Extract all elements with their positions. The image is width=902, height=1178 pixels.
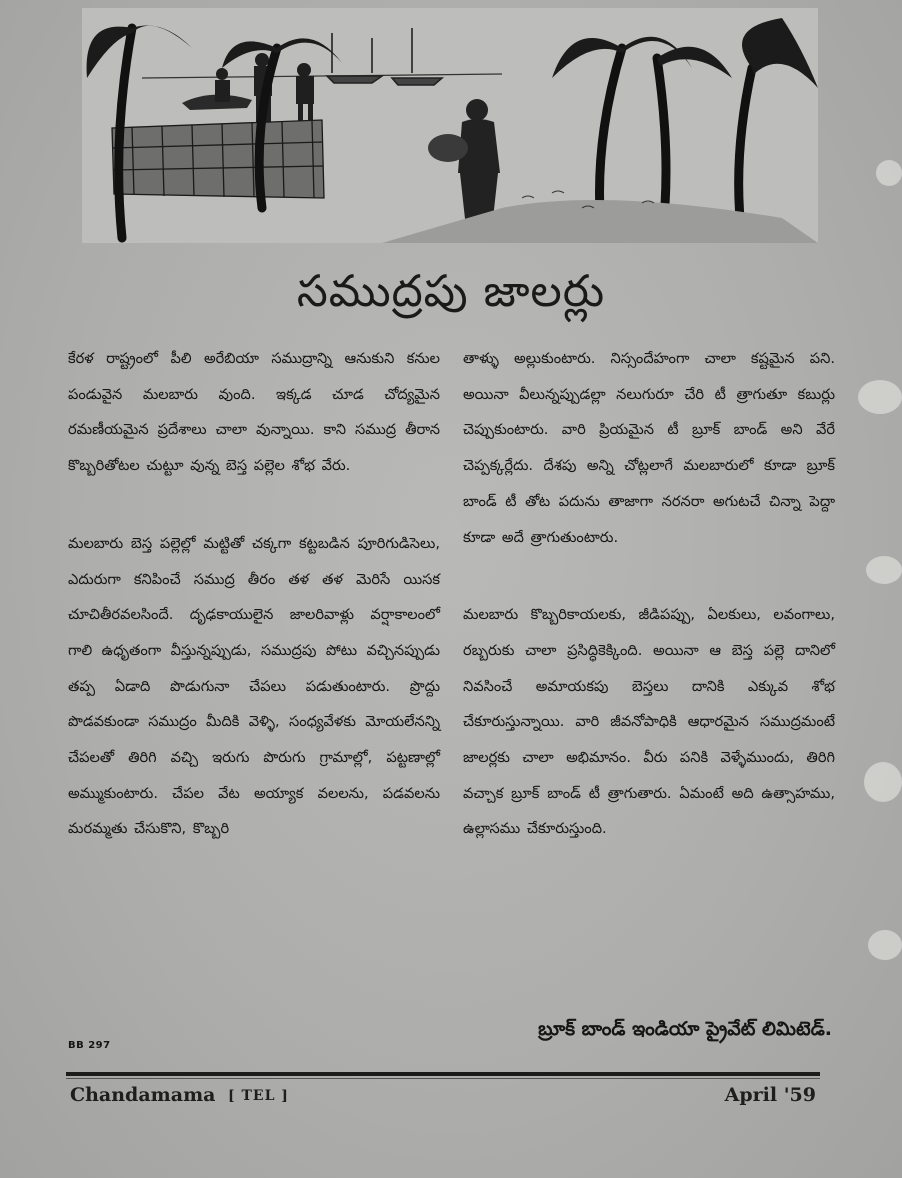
beach-fishing-village-illustration [82, 8, 818, 243]
company-credit: బ్రూక్ బాండ్ ఇండియా ప్రైవేట్ లిమిటెడ్. [538, 1018, 832, 1040]
right-column [463, 341, 835, 847]
right-paragraph-2: మలబారు కొబ్బరికాయలకు, జీడిపప్పు, ఏలకులు, లవంగాలు, రబ్బరుకు చాలా ప్రసిద్ధికెక్కింది. అయినా ఆ బెస్త పల్లె దానిలో నివసించే అమాయకపు బెస్తలు దానికి ఎక్కువ శోభ చేకూరుస్తున్నాయి. వారి జీవనోపాధికి ఆధారమైన సముద్రమంటే జాలర్లకు చాలా అభిమానం. వీరు పనికి వెళ్ళేముందు, తిరిగి వచ్చాక బ్రూక్ బాండ్ టీ త్రాగుతారు. ఏమంటే అది ఉత్సాహము, ఉల్లాసము చేకూరుస్తుంది. [463, 606, 835, 838]
paper-stain [858, 380, 902, 414]
language-tag: [ TEL ] [228, 1088, 289, 1104]
left-paragraph-2: మలబారు బెస్త పల్లెల్లో మట్టితో చక్కగా కట్టబడిన పూరిగుడిసెలు, ఎదురుగా కనిపించే సముద్ర తీరం తళ తళ మెరిసే యిసక చూచితీరవలసిందే. దృఢకాయులైన జాలరివాళ్లు వర్షాకాలంలో గాలి ఉధృతంగా వీస్తున్నప్పుడు, సముద్రపు పోటు వచ్చినప్పుడు తప్ప ఏడాది పొడుగునా చేపలు పడుతుంటారు. ప్రొద్దు పొడవకుండా సముద్రం మీదికి వెళ్ళి, సంధ్యవేళకు మోయలేనన్ని చేపలతో తిరిగి వచ్చి ఇరుగు పొరుగు గ్రామాల్లో, పట్టణాల్లో అమ్ముకుంటారు. చేపల వేట అయ్యాక వలలను, పడవలను మరమ్మతు చేసుకొని, కొబ్బరి [68, 534, 440, 838]
paper-stain [876, 160, 902, 186]
paper-stain [868, 930, 902, 960]
issue-date: April '59 [724, 1084, 816, 1106]
ad-code: BB 297 [68, 1040, 111, 1051]
right-paragraph-1: తాళ్ళు అల్లుకుంటారు. నిస్సందేహంగా చాలా కష్టమైన పని. అయినా వీలున్నప్పుడల్లా నలుగురూ చేరి టీ త్రాగుతూ కబుర్లు చెప్పుకుంటారు. వారి ప్రియమైన టీ బ్రూక్ బాండ్ అని వేరే చెప్పక్కర్లేదు. దేశపు అన్ని చోట్లలాగే మలబారులో కూడా బ్రూక్ బాండ్ టీ తోట పదును తాజాగా నరనరా అగుటచే చిన్నా పెద్దా కూడా అదే త్రాగుతుంటారు. [463, 350, 835, 546]
magazine-name: Chandamama [70, 1084, 216, 1106]
paper-stain [864, 762, 902, 802]
left-paragraph-1: కేరళ రాష్ట్రంలో పీలి అరేబియా సముద్రాన్ని ఆనుకుని కనుల పండువైన మలబారు వుంది. ఇక్కడ చూడ చోద్యమైన రమణీయమైన ప్రదేశాలు చాలా వున్నాయి. కాని సముద్ర తీరాన కొబ్బరితోటల చుట్టూ వున్న బెస్త పల్లెల శోభ వేరు. [68, 350, 440, 475]
footer-rule [66, 1072, 820, 1076]
paper-stain [866, 556, 902, 584]
article-title: సముద్రపు జాలర్లు [296, 266, 606, 317]
footer-rule-thin [66, 1078, 820, 1079]
left-column [68, 341, 440, 847]
